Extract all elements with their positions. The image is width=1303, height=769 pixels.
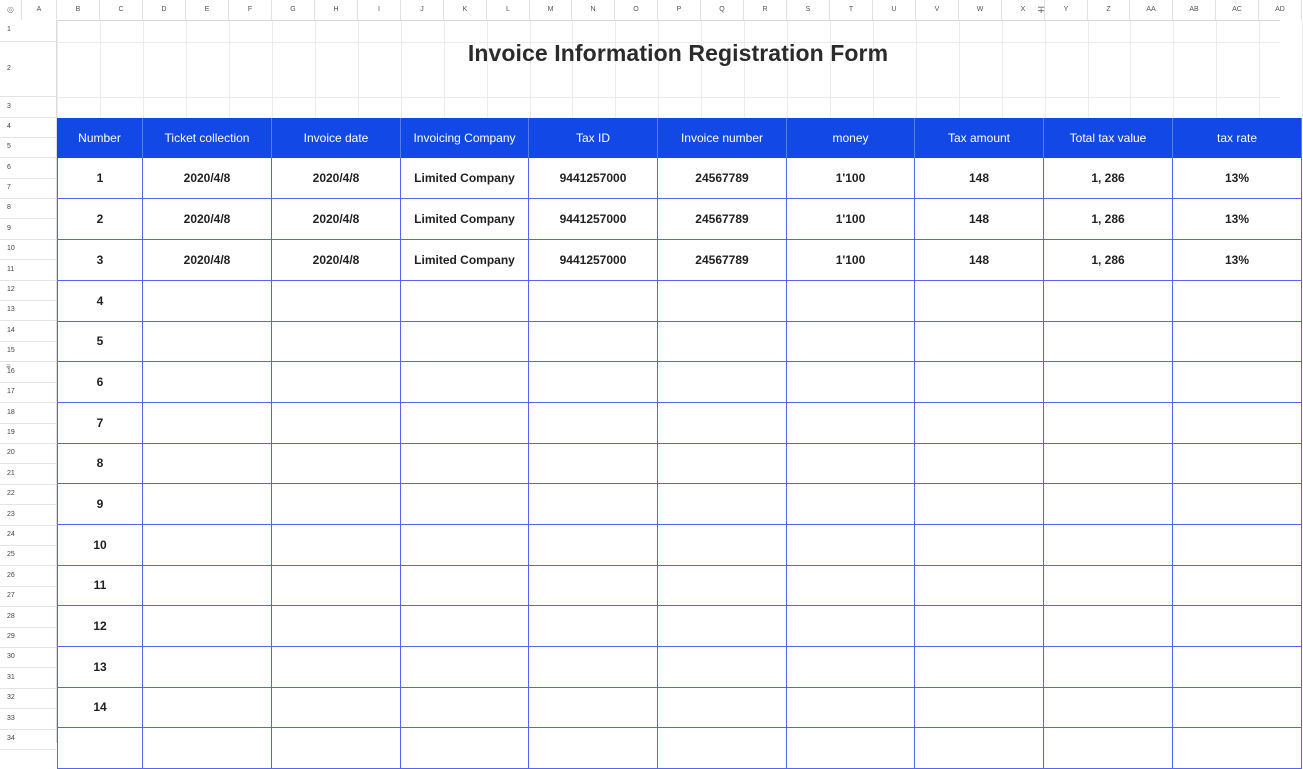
table-row	[57, 403, 1302, 444]
table-cell[interactable]	[1044, 525, 1173, 565]
grid-hline	[57, 97, 1280, 98]
table-cell[interactable]	[272, 565, 401, 605]
table-cell[interactable]	[1044, 403, 1173, 443]
table-cell[interactable]	[272, 687, 401, 727]
column-header-v[interactable]: V	[916, 0, 959, 20]
table-cell[interactable]	[143, 403, 272, 443]
column-header-y[interactable]: Y	[1045, 0, 1088, 20]
table-cell[interactable]	[1044, 281, 1173, 321]
table-cell[interactable]: 9441257000	[529, 158, 658, 198]
row-header-26[interactable]: 26	[0, 566, 56, 587]
grid-vline	[572, 20, 573, 118]
column-header-j[interactable]: J	[401, 0, 444, 20]
column-header-m[interactable]: M	[530, 0, 572, 20]
column-header-w[interactable]: W	[959, 0, 1002, 20]
column-header-q[interactable]: Q	[701, 0, 744, 20]
table-row	[57, 606, 1302, 647]
table-cell[interactable]	[915, 362, 1044, 402]
grid-vline	[143, 20, 144, 118]
table-cell[interactable]: 2020/4/8	[143, 199, 272, 239]
table-cell[interactable]: 148	[915, 158, 1044, 198]
row-header-6[interactable]: 6	[0, 158, 56, 179]
table-cell[interactable]	[529, 728, 658, 768]
row-header-9[interactable]: 9	[0, 219, 56, 240]
table-cell[interactable]	[1044, 362, 1173, 402]
table-cell[interactable]	[401, 281, 529, 321]
table-cell[interactable]: 3	[57, 240, 143, 280]
table-cell[interactable]	[401, 687, 529, 727]
table-cell[interactable]	[1044, 687, 1173, 727]
table-cell[interactable]: Limited Company	[401, 199, 529, 239]
table-cell[interactable]: 148	[915, 240, 1044, 280]
table-row	[57, 199, 1302, 240]
table-cell[interactable]	[143, 484, 272, 524]
row-header-15[interactable]: 15	[0, 342, 56, 362]
table-cell[interactable]	[401, 565, 529, 605]
grid-vline	[1088, 20, 1089, 118]
table-cell[interactable]	[787, 403, 915, 443]
grid-vline	[315, 20, 316, 118]
table-cell[interactable]: Limited Company	[401, 158, 529, 198]
table-cell[interactable]	[401, 647, 529, 687]
row-header-32[interactable]: 32	[0, 689, 56, 709]
table-cell[interactable]: 7	[57, 403, 143, 443]
table-cell[interactable]	[272, 443, 401, 483]
table-cell[interactable]: 1'100	[787, 158, 915, 198]
table-cell[interactable]	[787, 565, 915, 605]
grid-vline	[57, 20, 58, 118]
table-cell[interactable]	[529, 443, 658, 483]
table-cell[interactable]	[1044, 565, 1173, 605]
table-cell[interactable]	[1173, 321, 1302, 361]
table-cell[interactable]	[658, 606, 787, 646]
table-cell[interactable]	[658, 728, 787, 768]
row-header-10[interactable]: 10	[0, 240, 56, 260]
header-cell-ticket-collection[interactable]: Ticket collection	[143, 118, 272, 158]
table-cell[interactable]: 13%	[1173, 240, 1302, 280]
table-cell[interactable]	[915, 565, 1044, 605]
table-cell[interactable]: Limited Company	[401, 240, 529, 280]
table-cell[interactable]	[1173, 687, 1302, 727]
header-cell-tax-rate[interactable]: tax rate	[1173, 118, 1302, 158]
table-cell[interactable]	[401, 362, 529, 402]
table-cell[interactable]: 13%	[1173, 199, 1302, 239]
table-cell[interactable]: 8	[57, 443, 143, 483]
table-cell[interactable]: 1'100	[787, 199, 915, 239]
table-cell[interactable]: 9	[57, 484, 143, 524]
table-cell[interactable]	[529, 484, 658, 524]
table-cell[interactable]	[787, 362, 915, 402]
table-header-row	[57, 118, 1302, 158]
column-header-ab[interactable]: AB	[1173, 0, 1216, 20]
grid-vline	[873, 20, 874, 118]
row-header-19[interactable]: 19	[0, 424, 56, 444]
row-header-30[interactable]: 30	[0, 648, 56, 668]
table-cell[interactable]	[915, 606, 1044, 646]
table-cell[interactable]	[272, 606, 401, 646]
table-cell[interactable]	[658, 647, 787, 687]
table-cell[interactable]: 5	[57, 321, 143, 361]
table-cell[interactable]	[401, 728, 529, 768]
row-header-27[interactable]: 27	[0, 587, 56, 607]
table-cell[interactable]	[1044, 728, 1173, 768]
row-header-33[interactable]: 33	[0, 709, 56, 730]
column-header-c[interactable]: C	[100, 0, 143, 20]
table-cell[interactable]: 1	[57, 158, 143, 198]
row-header-21[interactable]: 21	[0, 464, 56, 485]
column-header-r[interactable]: R	[744, 0, 787, 20]
table-cell[interactable]	[658, 687, 787, 727]
table-cell[interactable]	[787, 443, 915, 483]
table-cell[interactable]	[143, 606, 272, 646]
table-cell[interactable]	[143, 647, 272, 687]
table-cell[interactable]: 2020/4/8	[272, 199, 401, 239]
row-header-14[interactable]: 14	[0, 321, 56, 342]
grid-vline	[916, 20, 917, 118]
table-row	[57, 362, 1302, 403]
table-cell[interactable]: 13	[57, 647, 143, 687]
table-cell[interactable]	[1173, 606, 1302, 646]
table-cell[interactable]	[658, 484, 787, 524]
table-cell[interactable]	[401, 606, 529, 646]
table-cell[interactable]	[787, 647, 915, 687]
row-header-3[interactable]: 3	[0, 97, 56, 118]
grid-vline	[744, 20, 745, 118]
table-cell[interactable]	[658, 321, 787, 361]
grid-vline	[959, 20, 960, 118]
column-header-k[interactable]: K	[444, 0, 487, 20]
table-cell[interactable]	[787, 484, 915, 524]
table-cell[interactable]	[143, 281, 272, 321]
row-header-4[interactable]: 4	[0, 118, 56, 138]
table-cell[interactable]	[1173, 525, 1302, 565]
table-cell[interactable]	[915, 321, 1044, 361]
table-cell[interactable]	[529, 321, 658, 361]
table-cell[interactable]: 2	[57, 199, 143, 239]
table-cell[interactable]	[529, 565, 658, 605]
table-cell[interactable]	[529, 362, 658, 402]
column-header-b[interactable]: B	[57, 0, 100, 20]
header-cell-invoice-number[interactable]: Invoice number	[658, 118, 787, 158]
header-cell-tax-id[interactable]: Tax ID	[529, 118, 658, 158]
column-header-s[interactable]: S	[787, 0, 830, 20]
row-header-7[interactable]: 7	[0, 179, 56, 199]
row-header-20[interactable]: 20	[0, 444, 56, 464]
header-cell-tax-amount[interactable]: Tax amount	[915, 118, 1044, 158]
grid-vline	[100, 20, 101, 118]
table-cell[interactable]: 4	[57, 281, 143, 321]
column-resize-icon[interactable]: ∓	[1037, 5, 1046, 16]
table-cell[interactable]	[915, 443, 1044, 483]
table-cell[interactable]	[787, 281, 915, 321]
table-cell[interactable]: 11	[57, 565, 143, 605]
column-header-o[interactable]: O	[615, 0, 658, 20]
table-cell[interactable]	[1173, 728, 1302, 768]
table-cell[interactable]: 2020/4/8	[143, 158, 272, 198]
table-cell[interactable]	[1173, 565, 1302, 605]
table-cell[interactable]	[1173, 362, 1302, 402]
row-header-8[interactable]: 8	[0, 199, 56, 219]
table-cell[interactable]: 12	[57, 606, 143, 646]
table-row	[57, 687, 1302, 728]
header-cell-invoicing-company[interactable]: Invoicing Company	[401, 118, 529, 158]
table-cell[interactable]: 13%	[1173, 158, 1302, 198]
row-header-23[interactable]: 23	[0, 505, 56, 526]
grid-vline	[1259, 20, 1260, 118]
table-cell[interactable]	[1173, 647, 1302, 687]
table-cell[interactable]	[1173, 403, 1302, 443]
header-cell-number[interactable]: Number	[57, 118, 143, 158]
table-cell[interactable]	[272, 525, 401, 565]
table-cell[interactable]	[272, 403, 401, 443]
column-header-f[interactable]: F	[229, 0, 272, 20]
table-cell[interactable]	[915, 687, 1044, 727]
row-header-28[interactable]: 28	[0, 607, 56, 628]
header-cell-invoice-date[interactable]: Invoice date	[272, 118, 401, 158]
table-cell[interactable]	[658, 443, 787, 483]
grid-vline	[272, 20, 273, 118]
table-cell[interactable]: 1, 286	[1044, 158, 1173, 198]
table-cell[interactable]	[401, 321, 529, 361]
table-cell[interactable]: 2020/4/8	[143, 240, 272, 280]
header-cell-money[interactable]: money	[787, 118, 915, 158]
table-cell[interactable]: 10	[57, 525, 143, 565]
table-cell[interactable]	[658, 362, 787, 402]
table-cell[interactable]	[787, 728, 915, 768]
table-cell[interactable]	[787, 525, 915, 565]
table-cell[interactable]: 6	[57, 362, 143, 402]
table-cell[interactable]	[143, 565, 272, 605]
table-cell[interactable]	[1173, 443, 1302, 483]
table-cell[interactable]	[1173, 484, 1302, 524]
row-header-16[interactable]: 16	[0, 362, 56, 383]
table-cell[interactable]	[1173, 281, 1302, 321]
table-cell[interactable]	[272, 321, 401, 361]
table-cell[interactable]	[529, 647, 658, 687]
grid-vline	[830, 20, 831, 118]
row-header-17[interactable]: 17	[0, 383, 56, 403]
column-header-z[interactable]: Z	[1088, 0, 1130, 20]
table-cell[interactable]	[658, 403, 787, 443]
table-cell[interactable]	[272, 281, 401, 321]
grid-vline	[444, 20, 445, 118]
table-cell[interactable]	[787, 606, 915, 646]
table-row	[57, 565, 1302, 606]
table-cell[interactable]: 1, 286	[1044, 199, 1173, 239]
table-cell[interactable]	[143, 525, 272, 565]
table-cell[interactable]	[272, 647, 401, 687]
table-cell[interactable]	[1044, 484, 1173, 524]
column-header-i[interactable]: I	[358, 0, 401, 20]
column-header-h[interactable]: H	[315, 0, 358, 20]
table-cell[interactable]: 14	[57, 687, 143, 727]
table-cell[interactable]: 9441257000	[529, 199, 658, 239]
row-header-11[interactable]: 11	[0, 260, 56, 281]
grid-vline	[658, 20, 659, 118]
table-row	[57, 240, 1302, 281]
column-header-t[interactable]: T	[830, 0, 873, 20]
table-cell[interactable]	[529, 606, 658, 646]
table-cell[interactable]: 2020/4/8	[272, 158, 401, 198]
row-header-22[interactable]: 22	[0, 485, 56, 505]
table-cell[interactable]	[915, 728, 1044, 768]
table-cell[interactable]: 24567789	[658, 240, 787, 280]
table-row	[57, 321, 1302, 362]
column-header-g[interactable]: G	[272, 0, 315, 20]
grid-vline	[1216, 20, 1217, 118]
grid-vline	[1130, 20, 1131, 118]
page-title: Invoice Information Registration Form	[467, 40, 889, 66]
row-header-34[interactable]: 34	[0, 730, 56, 750]
table-cell[interactable]	[272, 484, 401, 524]
table-cell[interactable]	[1044, 443, 1173, 483]
table-cell[interactable]	[658, 565, 787, 605]
table-cell[interactable]	[401, 403, 529, 443]
table-cell[interactable]	[143, 728, 272, 768]
grid-vline	[487, 20, 488, 118]
grid-vline	[615, 20, 616, 118]
row-header-24[interactable]: 24	[0, 526, 56, 546]
column-header-d[interactable]: D	[143, 0, 186, 20]
header-cell-total-tax-value[interactable]: Total tax value	[1044, 118, 1173, 158]
row-header-2[interactable]: 2	[0, 42, 56, 97]
table-cell[interactable]	[1044, 321, 1173, 361]
row-header-31[interactable]: 31	[0, 668, 56, 689]
grid-vline	[1045, 20, 1046, 118]
table-row	[57, 728, 1302, 769]
table-cell[interactable]	[658, 281, 787, 321]
table-cell[interactable]	[143, 362, 272, 402]
table-row	[57, 158, 1302, 199]
column-header-n[interactable]: N	[572, 0, 615, 20]
table-cell[interactable]	[401, 484, 529, 524]
table-cell[interactable]	[915, 484, 1044, 524]
table-cell[interactable]	[529, 687, 658, 727]
row-header-5[interactable]: 5	[0, 138, 56, 158]
grid-vline	[1002, 20, 1003, 118]
table-cell[interactable]: 1, 286	[1044, 240, 1173, 280]
table-cell[interactable]	[401, 443, 529, 483]
table-cell[interactable]	[1044, 647, 1173, 687]
column-header-aa[interactable]: AA	[1130, 0, 1173, 20]
column-header-l[interactable]: L	[487, 0, 530, 20]
row-header-25[interactable]: 25	[0, 546, 56, 566]
column-header-x[interactable]: X	[1002, 0, 1045, 20]
grid-vline	[401, 20, 402, 118]
table-cell[interactable]	[529, 525, 658, 565]
grid-vline	[530, 20, 531, 118]
row-resize-icon[interactable]: ≡	[6, 362, 11, 371]
table-cell[interactable]	[272, 362, 401, 402]
column-header-bar	[0, 0, 1285, 21]
table-cell[interactable]: 2020/4/8	[272, 240, 401, 280]
table-cell[interactable]	[915, 403, 1044, 443]
table-cell[interactable]	[401, 525, 529, 565]
table-cell[interactable]: 24567789	[658, 158, 787, 198]
grid-vline	[1173, 20, 1174, 118]
grid-vline	[787, 20, 788, 118]
table-row	[57, 484, 1302, 525]
row-header-18[interactable]: 18	[0, 403, 56, 424]
table-row	[57, 281, 1302, 322]
table-cell[interactable]: 1'100	[787, 240, 915, 280]
table-cell[interactable]	[529, 403, 658, 443]
table-cell[interactable]	[915, 525, 1044, 565]
column-header-p[interactable]: P	[658, 0, 701, 20]
table-cell[interactable]	[915, 647, 1044, 687]
table-row	[57, 443, 1302, 484]
table-cell[interactable]	[272, 728, 401, 768]
grid-vline	[229, 20, 230, 118]
table-cell[interactable]	[143, 321, 272, 361]
table-cell[interactable]: 24567789	[658, 199, 787, 239]
table-cell[interactable]	[787, 321, 915, 361]
table-cell[interactable]	[57, 728, 143, 768]
row-header-12[interactable]: 12	[0, 281, 56, 301]
table-cell[interactable]	[787, 687, 915, 727]
table-cell[interactable]	[1044, 606, 1173, 646]
row-header-29[interactable]: 29	[0, 628, 56, 648]
grid-vline	[186, 20, 187, 118]
table-cell[interactable]	[143, 443, 272, 483]
table-cell[interactable]: 9441257000	[529, 240, 658, 280]
table-cell[interactable]: 148	[915, 199, 1044, 239]
grid-vline	[358, 20, 359, 118]
row-header-bar	[0, 20, 57, 743]
grid-vline	[701, 20, 702, 118]
column-header-ad[interactable]: AD	[1259, 0, 1302, 20]
table-cell[interactable]	[143, 687, 272, 727]
column-header-ac[interactable]: AC	[1216, 0, 1259, 20]
table-cell[interactable]	[915, 281, 1044, 321]
table-row	[57, 647, 1302, 688]
column-header-u[interactable]: U	[873, 0, 916, 20]
table-row	[57, 525, 1302, 566]
column-header-e[interactable]: E	[186, 0, 229, 20]
table-cell[interactable]	[529, 281, 658, 321]
table-cell[interactable]	[658, 525, 787, 565]
column-header-a[interactable]: A	[22, 0, 57, 20]
eye-icon[interactable]: ◎	[0, 0, 22, 20]
row-header-13[interactable]: 13	[0, 301, 56, 321]
row-header-1[interactable]: 1	[0, 20, 56, 42]
